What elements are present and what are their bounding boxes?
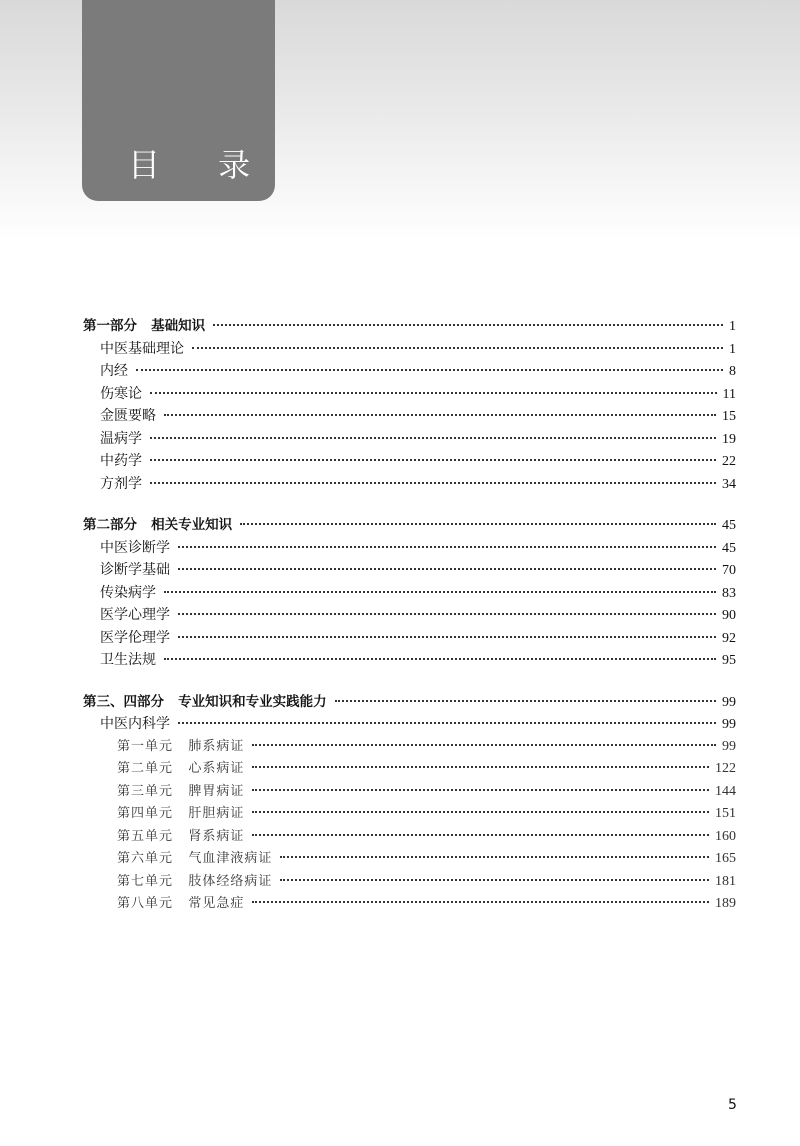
dot-leader xyxy=(252,833,709,836)
dot-leader xyxy=(178,612,716,615)
dot-leader xyxy=(213,323,723,326)
toc-chapter-label: 医学心理学 xyxy=(100,607,170,623)
dot-leader xyxy=(150,436,716,439)
toc-page-number: 1 xyxy=(729,319,736,334)
toc-page-number: 11 xyxy=(722,386,736,402)
toc-chapter-row[interactable] xyxy=(83,428,736,451)
toc-chapter-label: 金匮要略 xyxy=(100,408,156,424)
dot-leader xyxy=(280,855,709,858)
toc-page-number: 1 xyxy=(729,341,736,357)
toc-part-label: 第三、四部分 专业知识和专业实践能力 xyxy=(83,693,327,710)
toc-chapter-label: 卫生法规 xyxy=(100,652,156,668)
toc-chapter-row[interactable] xyxy=(83,713,736,736)
toc-chapter-label: 中药学 xyxy=(100,453,142,469)
dot-leader xyxy=(280,878,709,881)
toc-page-number: 165 xyxy=(715,851,736,866)
dot-leader xyxy=(164,657,716,660)
toc-page-number: 34 xyxy=(722,476,736,492)
toc-unit-row[interactable] xyxy=(83,871,736,894)
toc-chapter-row[interactable] xyxy=(83,627,736,650)
dot-leader xyxy=(178,567,716,570)
toc-chapter-row[interactable] xyxy=(83,582,736,605)
dot-leader xyxy=(192,346,723,349)
toc-chapter-row[interactable] xyxy=(83,360,736,383)
toc-page-number: 92 xyxy=(722,630,736,646)
toc-unit-label: 第三单元 脾胃病证 xyxy=(117,783,245,799)
dot-leader xyxy=(164,413,716,416)
toc-part-row[interactable] xyxy=(83,691,736,714)
toc-chapter-label: 医学伦理学 xyxy=(100,629,170,646)
dot-leader xyxy=(252,743,716,746)
dot-leader xyxy=(150,391,717,394)
toc-page-number: 95 xyxy=(722,653,736,668)
dot-leader xyxy=(252,788,709,791)
toc-page-number: 189 xyxy=(715,896,736,911)
toc-chapter-row[interactable] xyxy=(83,338,736,361)
dot-leader xyxy=(252,765,709,768)
toc-chapter-row[interactable] xyxy=(83,450,736,473)
toc-unit-label: 第四单元 肝胆病证 xyxy=(117,806,245,821)
toc-page-number: 45 xyxy=(722,540,736,556)
table-of-contents xyxy=(83,315,736,935)
dot-leader xyxy=(178,635,716,638)
dot-leader xyxy=(136,368,723,371)
toc-unit-row[interactable] xyxy=(83,758,736,781)
toc-chapter-label: 中医内科学 xyxy=(100,716,170,732)
dot-leader xyxy=(150,458,716,461)
dot-leader xyxy=(252,810,709,813)
toc-chapter-label: 温病学 xyxy=(100,430,142,447)
toc-page-number: 99 xyxy=(722,694,736,710)
toc-chapter-row[interactable] xyxy=(83,649,736,672)
toc-chapter-row[interactable] xyxy=(83,537,736,560)
toc-page-number: 151 xyxy=(715,806,736,821)
toc-page-number: 160 xyxy=(715,828,736,844)
toc-chapter-label: 内经 xyxy=(100,363,128,379)
toc-page-number: 90 xyxy=(722,608,736,623)
toc-page-number: 181 xyxy=(715,873,736,889)
toc-chapter-label: 中医诊断学 xyxy=(100,539,170,556)
toc-unit-label: 第二单元 心系病证 xyxy=(117,761,245,776)
dot-leader xyxy=(240,522,716,525)
toc-section-2 xyxy=(83,514,736,672)
toc-unit-label: 第六单元 气血津液病证 xyxy=(117,851,273,866)
toc-part-label: 第二部分 相关专业知识 xyxy=(83,517,233,533)
toc-page-number: 83 xyxy=(722,585,736,601)
toc-page-number: 99 xyxy=(722,717,736,732)
toc-unit-row[interactable] xyxy=(83,848,736,871)
toc-chapter-label: 诊断学基础 xyxy=(100,562,170,578)
toc-unit-label: 第七单元 肢体经络病证 xyxy=(117,873,273,889)
footer-page-number: 5 xyxy=(728,1097,737,1113)
dot-leader xyxy=(335,699,716,702)
toc-chapter-row[interactable] xyxy=(83,405,736,428)
toc-page-number: 22 xyxy=(722,454,736,469)
toc-section-3 xyxy=(83,691,736,916)
toc-chapter-row[interactable] xyxy=(83,604,736,627)
toc-page-number: 122 xyxy=(715,761,736,776)
toc-unit-row[interactable] xyxy=(83,803,736,826)
toc-part-label: 第一部分 基础知识 xyxy=(83,318,206,334)
toc-unit-row[interactable] xyxy=(83,826,736,849)
toc-unit-row[interactable] xyxy=(83,736,736,759)
toc-chapter-label: 伤寒论 xyxy=(100,385,142,402)
toc-page-number: 45 xyxy=(722,518,736,533)
toc-page-number: 8 xyxy=(729,364,736,379)
toc-page-number: 15 xyxy=(722,409,736,424)
toc-chapter-row[interactable] xyxy=(83,473,736,496)
toc-chapter-label: 中医基础理论 xyxy=(100,340,184,357)
toc-page-number: 70 xyxy=(722,563,736,578)
toc-unit-row[interactable] xyxy=(83,781,736,804)
toc-unit-label: 第一单元 肺系病证 xyxy=(117,738,245,754)
toc-chapter-label: 方剂学 xyxy=(100,475,142,492)
page-title: 目 录 xyxy=(128,146,275,184)
dot-leader xyxy=(164,590,716,593)
toc-unit-label: 第八单元 常见急症 xyxy=(117,896,245,911)
dot-leader xyxy=(150,481,716,484)
toc-part-row[interactable] xyxy=(83,514,736,537)
dot-leader xyxy=(178,721,716,724)
toc-unit-row[interactable] xyxy=(83,893,736,916)
toc-part-row[interactable] xyxy=(83,315,736,338)
toc-page-number: 144 xyxy=(715,783,736,799)
dot-leader xyxy=(252,900,709,903)
toc-page-number: 99 xyxy=(722,738,736,754)
toc-section-1 xyxy=(83,315,736,495)
toc-chapter-label: 传染病学 xyxy=(100,584,156,601)
toc-chapter-row[interactable] xyxy=(83,559,736,582)
toc-chapter-row[interactable] xyxy=(83,383,736,406)
dot-leader xyxy=(178,545,716,548)
toc-unit-label: 第五单元 肾系病证 xyxy=(117,828,245,844)
toc-page-number: 19 xyxy=(722,431,736,447)
